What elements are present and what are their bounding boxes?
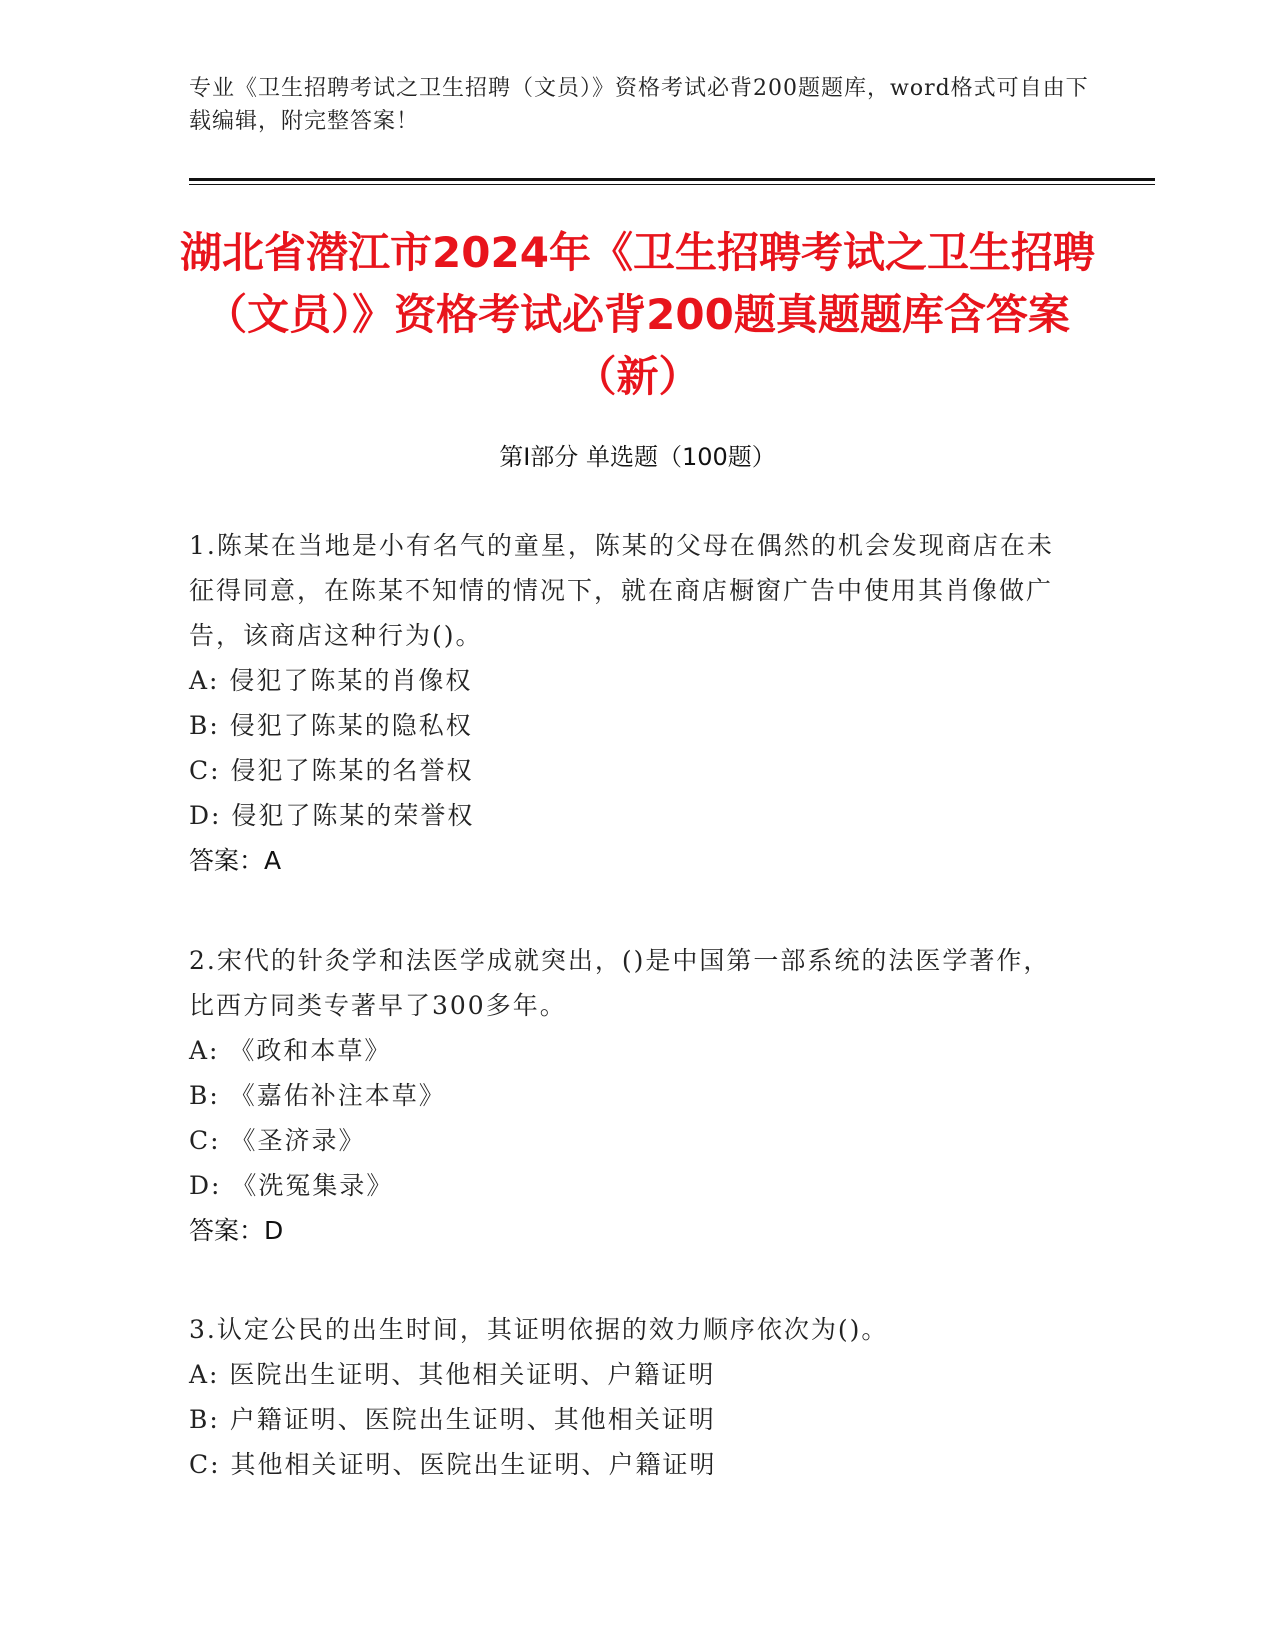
question-block [189, 1307, 1069, 1487]
option-d: D: 侵犯了陈某的荣誉权 [189, 801, 475, 830]
option-c: C: 《圣济录》 [189, 1126, 366, 1155]
option-c: C: 侵犯了陈某的名誉权 [189, 756, 474, 785]
question-stem: 3.认定公民的出生时间，其证明依据的效力顺序依次为()。 [189, 1315, 889, 1344]
answer-line: 答案：D [189, 1216, 284, 1245]
option-b: B: 户籍证明、医院出生证明、其他相关证明 [189, 1405, 716, 1434]
option-a: A: 医院出生证明、其他相关证明、户籍证明 [189, 1360, 716, 1389]
header-note: 专业《卫生招聘考试之卫生招聘（文员）》资格考试必背200题题库，word格式可自由下载编辑，附完整答案！ [189, 76, 1089, 134]
question-stem: 2.宋代的针灸学和法医学成就突出，()是中国第一部系统的法医学著作，比西方同类专著早了300多年。 [189, 946, 1051, 1020]
document-title: 湖北省潜江市2024年《卫生招聘考试之卫生招聘（文员）》资格考试必背200题真题题库含答案（新） [180, 228, 1095, 401]
option-b: B: 《嘉佑补注本草》 [189, 1081, 446, 1110]
option-b: B: 侵犯了陈某的隐私权 [189, 711, 473, 740]
option-a: A: 侵犯了陈某的肖像权 [189, 666, 473, 695]
section-heading: 第Ⅰ部分 单选题（100题） [499, 443, 776, 471]
option-c: C: 其他相关证明、医院出生证明、户籍证明 [189, 1450, 717, 1479]
option-a: A: 《政和本草》 [189, 1036, 392, 1065]
question-block [189, 938, 1069, 1253]
header-rule-thick [189, 178, 1155, 181]
answer-line: 答案：A [189, 846, 282, 875]
question-stem: 1.陈某在当地是小有名气的童星，陈某的父母在偶然的机会发现商店在未征得同意，在陈某不知情的情况下，就在商店橱窗广告中使用其肖像做广告，该商店这种行为()。 [189, 531, 1054, 650]
option-d: D: 《洗冤集录》 [189, 1171, 394, 1200]
question-block [189, 523, 1069, 883]
header-rule-thin [189, 184, 1155, 185]
